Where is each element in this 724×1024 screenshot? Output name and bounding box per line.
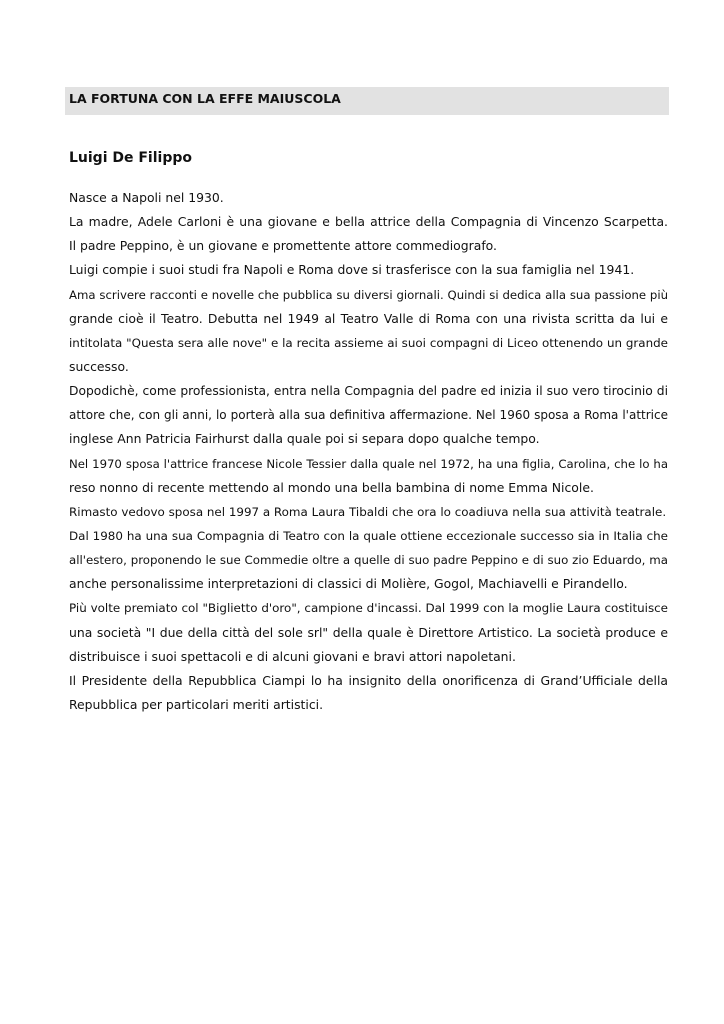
body-line: Dal 1980 ha una sua Compagnia di Teatro con la quale ottiene eccezionale successo sia in Italia che: [69, 528, 668, 543]
body-line: all'estero, proponendo le sue Commedie oltre a quelle di suo padre Peppino e di suo zio Eduardo, ma: [69, 553, 668, 568]
body-line: Il padre Peppino, è un giovane e promettente attore commediografo.: [69, 238, 497, 254]
author-heading: Luigi De Filippo: [69, 150, 192, 166]
body-line: Rimasto vedovo sposa nel 1997 a Roma Laura Tibaldi che ora lo coadiuva nella sua attività teatrale.: [69, 504, 667, 519]
body-line: reso nonno di recente mettendo al mondo una bella bambina di nome Emma Nicole.: [69, 479, 594, 495]
body-line: Nasce a Napoli nel 1930.: [69, 190, 224, 205]
body-line: inglese Ann Patricia Fairhurst dalla quale poi si separa dopo qualche tempo.: [69, 431, 540, 447]
body-line: Nel 1970 sposa l'attrice francese Nicole Tessier dalla quale nel 1972, ha una figlia, Carolina, che lo ha: [69, 456, 668, 471]
body-line: grande cioè il Teatro. Debutta nel 1949 al Teatro Valle di Roma con una rivista scritta da lui e: [69, 310, 668, 326]
document-title: LA FORTUNA CON LA EFFE MAIUSCOLA: [69, 91, 341, 106]
body-line: una società "I due della città del sole srl" della quale è Direttore Artistico. La società produce e: [69, 624, 668, 640]
body-line: successo.: [69, 358, 129, 374]
body-line: Ama scrivere racconti e novelle che pubblica su diversi giornali. Quindi si dedica alla sua passione più: [69, 287, 668, 302]
body-line: anche personalissime interpretazioni di classici di Molière, Gogol, Machiavelli e Pirandello.: [69, 576, 628, 592]
body-line: distribuisce i suoi spettacoli e di alcuni giovani e bravi attori napoletani.: [69, 648, 516, 664]
biography-body: [69, 186, 668, 717]
title-band: [65, 87, 669, 115]
biography-text: [69, 186, 668, 717]
body-line: intitolata "Questa sera alle nove" e la recita assieme ai suoi compagni di Liceo ottenendo un grande: [69, 335, 668, 350]
body-line: Dopodichè, come professionista, entra nella Compagnia del padre ed inizia il suo vero tirocinio di: [69, 384, 668, 399]
body-line: Luigi compie i suoi studi fra Napoli e Roma dove si trasferisce con la sua famiglia nel 1941.: [69, 262, 635, 278]
body-line: La madre, Adele Carloni è una giovane e bella attrice della Compagnia di Vincenzo Scarpetta.: [69, 214, 668, 230]
body-line: Il Presidente della Repubblica Ciampi lo ha insignito della onorificenza di Grand’Ufficiale della: [69, 672, 668, 688]
body-line: attore che, con gli anni, lo porterà alla sua definitiva affermazione. Nel 1960 sposa a Roma l'attrice: [69, 408, 668, 423]
body-line: Repubblica per particolari meriti artistici.: [69, 696, 324, 712]
body-line: Più volte premiato col "Biglietto d'oro", campione d'incassi. Dal 1999 con la moglie Laura costituisce: [69, 601, 668, 616]
